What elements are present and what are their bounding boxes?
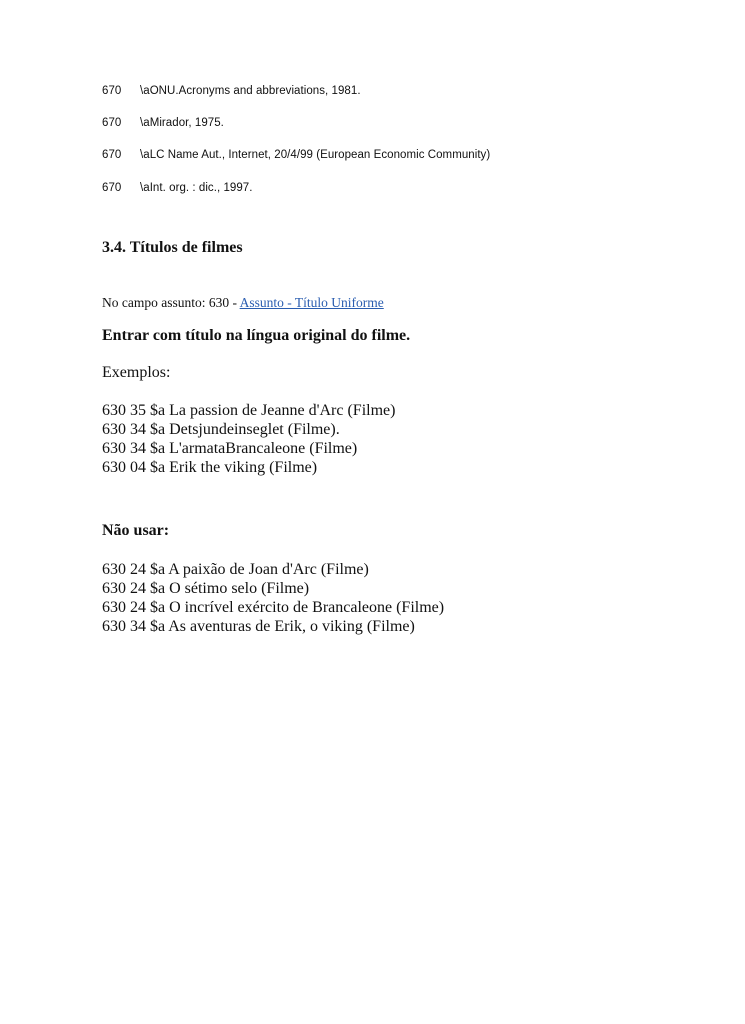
dont-use-item: 630 24 $a A paixão de Joan d'Arc (Filme) [102,561,369,578]
field-prefix: No campo assunto: 630 - [102,295,240,310]
reference-row [102,85,361,97]
example-item: 630 34 $a L'armataBrancaleone (Filme) [102,440,358,457]
reference-tag: 670 [102,117,122,129]
dont-use-label: Não usar: [102,522,170,539]
reference-tag: 670 [102,85,122,97]
reference-row [102,117,224,129]
dont-use-item: 630 24 $a O incrível exército de Brancaleone (Filme) [102,599,445,616]
dont-use-item: 630 34 $a As aventuras de Erik, o viking (Filme) [102,618,415,635]
reference-text: \aLC Name Aut., Internet, 20/4/99 (European Economic Community) [140,149,491,161]
uniform-title-link[interactable]: Assunto - Título Uniforme [239,295,384,310]
reference-text: \aInt. org. : dic., 1997. [140,182,253,194]
reference-row [102,182,252,194]
example-item: 630 04 $a Erik the viking (Filme) [102,459,318,476]
reference-text: \aONU.Acronyms and abbreviations, 1981. [140,85,361,97]
reference-tag: 670 [102,182,122,194]
reference-text: \aMirador, 1975. [140,117,224,129]
reference-tag: 670 [102,149,122,161]
instruction-text: Entrar com título na língua original do filme. [102,327,411,344]
examples-label: Exemplos: [102,364,171,381]
examples-list [102,401,395,477]
example-item: 630 35 $a La passion de Jeanne d'Arc (Filme) [102,402,396,419]
reference-row [102,149,490,161]
dont-use-item: 630 24 $a O sétimo selo (Filme) [102,580,310,597]
field-line [102,295,384,311]
example-item: 630 34 $a Detsjundeinseglet (Filme). [102,421,340,438]
section-heading: 3.4. Títulos de filmes [102,239,243,256]
dont-use-list [102,560,444,636]
